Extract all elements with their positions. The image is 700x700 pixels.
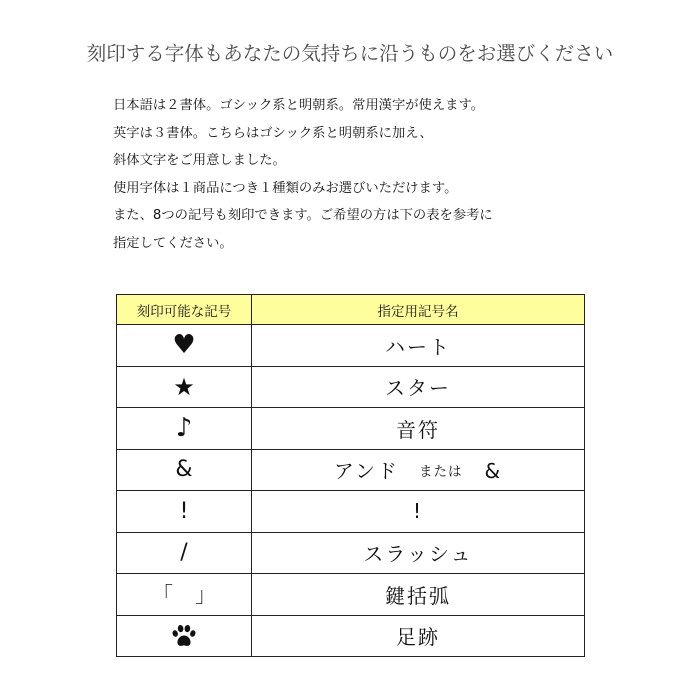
table-row	[117, 408, 585, 450]
symbol-name: 音符	[252, 408, 585, 450]
symbol-name: アンド	[333, 459, 400, 484]
symbol-table	[116, 294, 585, 657]
intro-line: 指定してください。	[113, 235, 233, 251]
table-row	[117, 532, 585, 574]
ampersand-symbol: &	[117, 449, 252, 491]
symbol-name: スラッシュ	[252, 532, 585, 574]
table-header-row	[117, 295, 585, 325]
table-row	[117, 574, 585, 616]
intro-line: 英字は３書体。こちらはゴシック系と明朝系に加え、	[113, 125, 433, 141]
exclamation-symbol: !	[117, 491, 252, 533]
alternative-symbol: &	[484, 459, 503, 484]
music-note-icon: ♪	[117, 408, 252, 450]
intro-line: 使用字体は１商品につき１種類のみお選びいただけます。	[113, 180, 458, 196]
intro-line: 日本語は２書体。ゴシック系と明朝系。常用漢字が使えます。	[113, 98, 484, 113]
paw-print-icon	[117, 615, 252, 657]
header-symbol-name: 指定用記号名	[252, 295, 585, 325]
paw-print-icon	[171, 624, 197, 648]
brackets-symbol	[117, 574, 252, 616]
table-row	[117, 325, 585, 367]
table-row	[117, 366, 585, 408]
symbol-name-cell	[252, 449, 585, 491]
intro-text	[113, 92, 633, 258]
open-bracket: 「	[152, 583, 173, 608]
symbol-name: スター	[252, 366, 585, 408]
symbol-name: 鍵括弧	[252, 574, 585, 616]
header-engravable-symbol: 刻印可能な記号	[117, 295, 252, 325]
symbol-name: !	[252, 491, 585, 533]
star-icon: ★	[117, 366, 252, 408]
slash-symbol: /	[117, 532, 252, 574]
intro-line: また、8つの記号も刻印できます。ご希望の方は下の表を参考に	[113, 208, 493, 224]
page-heading: 刻印する字体もあなたの気持ちに沿うものをお選びください	[86, 42, 614, 65]
intro-line: 斜体文字をご用意しました。	[113, 153, 286, 169]
table-row	[117, 449, 585, 491]
close-bracket: 」	[195, 583, 216, 608]
table-row	[117, 615, 585, 657]
heart-icon: ♥	[117, 325, 252, 367]
table-row	[117, 491, 585, 533]
symbol-name: ハート	[252, 325, 585, 367]
alternative-text: または	[419, 464, 463, 481]
symbol-name: 足跡	[252, 615, 585, 657]
